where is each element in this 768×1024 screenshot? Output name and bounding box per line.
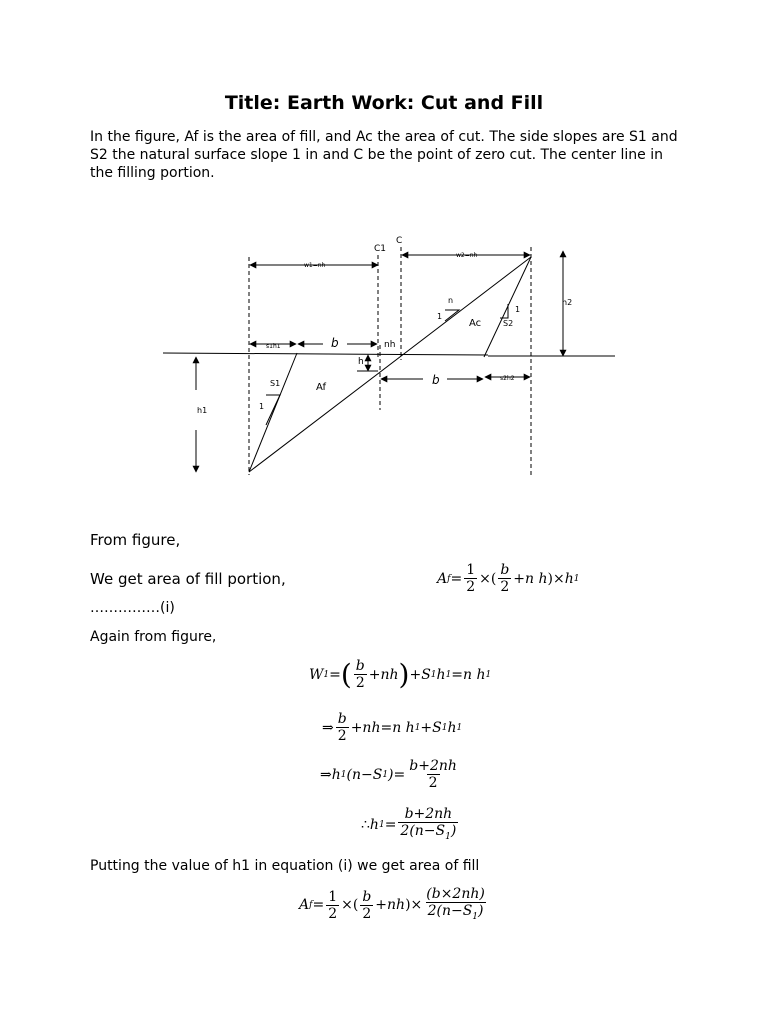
label-af: Af [316, 382, 327, 393]
label-s1h1: s1h1 [266, 343, 281, 350]
label-h2: h2 [562, 298, 573, 307]
fill-portion-text: We get area of fill portion, [90, 570, 286, 588]
label-one-left: 1 [437, 312, 443, 321]
label-nh: nh [384, 340, 396, 350]
equation-w1: W 1 = ( $\frac{b}{2}$ +nh ) +S 1 h 1 =n h 1 [309, 657, 492, 691]
label-ac: Ac [469, 318, 482, 329]
long-diagonal [249, 257, 531, 472]
label-h: h [358, 357, 364, 367]
putting-text: Putting the value of h1 in equation (i) we get area of fill [90, 858, 480, 874]
label-b-bottom: b [432, 373, 440, 387]
equation-reference: ……………(i) [90, 600, 175, 616]
label-s2h2: s2h2 [500, 375, 515, 382]
label-w1: w1=nh [304, 262, 326, 269]
label-one-right: 1 [515, 305, 521, 314]
intro-paragraph: In the figure, Af is the area of fill, and Ac the area of cut. The side slopes are S1 and S2 the natural surface slope 1 in and C be the point of zero cut. The center line in the filling portion. [90, 129, 678, 181]
ground-line-left [163, 353, 488, 355]
slope-triangle-s2 [500, 304, 508, 318]
page-title: Title: Earth Work: Cut and Fill [224, 92, 544, 114]
slope-triangle-s1 [266, 395, 280, 425]
label-one-bottom: 1 [259, 402, 265, 411]
label-c: C [396, 236, 403, 246]
from-figure-text: From figure, [90, 531, 181, 549]
equation-step-1: ⇒ $\frac{b}{2}$ +nh=n h 1 +S 1 h 1 [322, 711, 463, 744]
equation-step-2: ⇒ h 1 (n−S 1 )= $\frac{b+2nh}{2}$ [320, 758, 457, 791]
label-s2: S2 [503, 319, 514, 328]
label-b-top: b [331, 336, 339, 350]
equation-h1: ∴ h 1 = $\frac{b+2nh}{2(n-S_1)}$ [361, 806, 460, 845]
slope-triangle-n [445, 310, 459, 321]
label-h1: h1 [197, 406, 208, 415]
equation-area-fill: A f = $\frac{1}{2}$ × ( $\frac{b}{2}$ +n h ) × h 1 [437, 562, 580, 595]
label-s1: S1 [270, 379, 281, 388]
label-w2: w2=nh [456, 252, 478, 259]
label-c1: C1 [374, 244, 387, 254]
again-text: Again from figure, [90, 629, 217, 645]
label-n: n [448, 296, 454, 305]
equation-area-fill-final: A f = $\frac{1}{2}$ × ( $\frac{b}{2}$ +nh ) × $\frac{(b\times 2nh)}{2(n-S_1)}$ [299, 886, 489, 925]
